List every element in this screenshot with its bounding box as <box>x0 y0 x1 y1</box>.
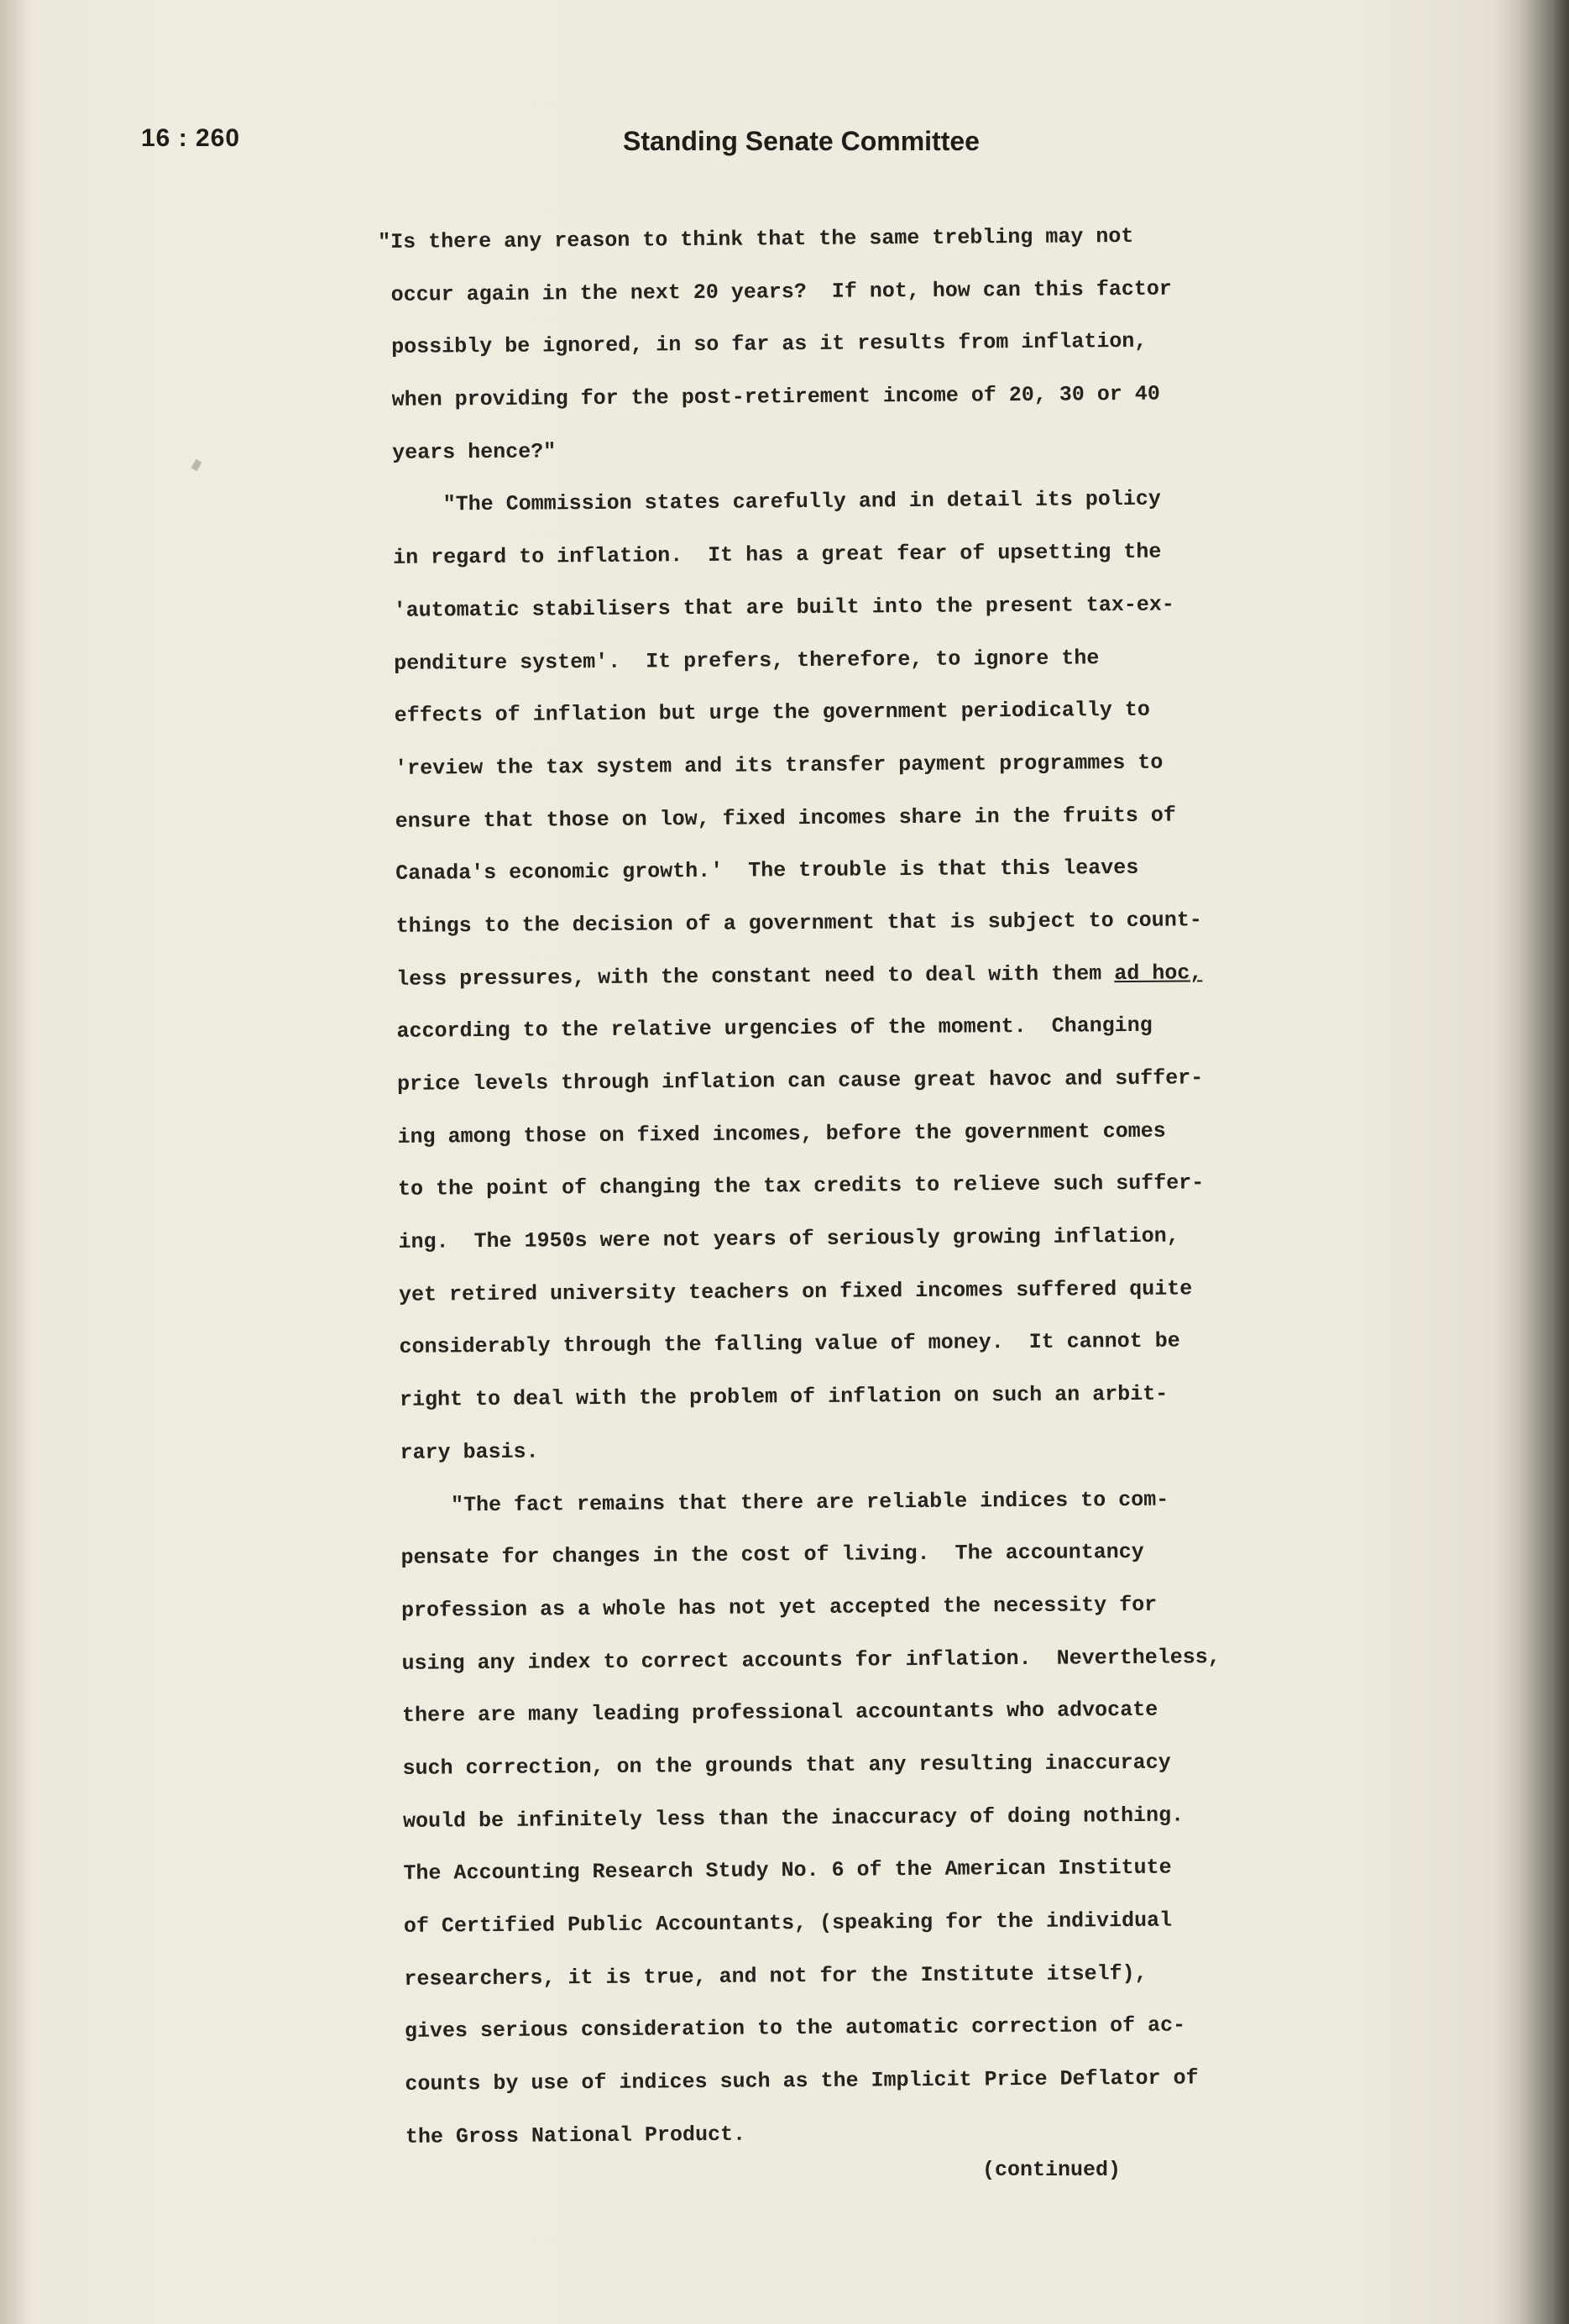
text-line: pensate for changes in the cost of living. The accountancy <box>388 1540 1144 1571</box>
text-line: possibly be ignored, in so far as it results from inflation, <box>379 329 1148 360</box>
text-line: considerably through the falling value of money. It cannot be <box>386 1328 1180 1360</box>
body-text <box>378 210 1283 2164</box>
text-line: less pressures, with the constant need to deal with them <box>384 960 1115 992</box>
text-line: counts by use of indices such as the Implicit Price Deflator of <box>392 2065 1199 2096</box>
text-line: ensure that those on low, fixed incomes share in the fruits of <box>382 803 1176 834</box>
underlined-phrase: ad hoc, <box>1114 960 1203 986</box>
paragraph-2 <box>379 473 1277 1479</box>
text-line: researchers, it is true, and not for the Institute itself), <box>391 1960 1148 1992</box>
text-line: 'automatic stabilisers that are built into the present tax-ex- <box>380 592 1174 623</box>
text-line: ing among those on fixed incomes, before the government comes <box>384 1118 1166 1149</box>
paper-speck <box>191 459 202 471</box>
text-line: in regard to inflation. It has a great fear of upsetting the <box>380 539 1162 571</box>
text-line: there are many leading professional accountants who advocate <box>389 1698 1158 1729</box>
text-line: rary basis. <box>387 1439 539 1465</box>
page-number: 16 : 260 <box>141 124 241 152</box>
paragraph-1 <box>378 210 1269 480</box>
text-line: "The fact remains that there are reliable indices to com- <box>387 1487 1169 1518</box>
text-line: ing. The 1950s were not years of seriously growing inflation, <box>385 1223 1179 1255</box>
page-binding-shadow <box>1519 0 1569 2324</box>
text-line: penditure system'. It prefers, therefore, to ignore the <box>381 645 1100 676</box>
paragraph-3 <box>388 1473 1283 2164</box>
text-line: yet retired university teachers on fixed incomes suffered quite <box>385 1276 1193 1307</box>
text-line: things to the decision of a government that is subject to count- <box>383 908 1202 939</box>
text-line: of Certified Public Accountants, (speaking for the individual <box>390 1908 1173 1939</box>
page-left-edge <box>0 0 24 2324</box>
text-line: The Accounting Research Study No. 6 of the American Institute <box>390 1855 1172 1887</box>
text-line: "Is there any reason to think that the same trebling may not <box>378 223 1134 254</box>
text-line: gives serious consideration to the automatic correction of ac- <box>391 2013 1186 2044</box>
text-line: "The Commission states carefully and in detail its policy <box>379 487 1161 518</box>
text-line: right to deal with the problem of inflation on such an arbit- <box>386 1381 1169 1413</box>
text-line: profession as a whole has not yet accepted the necessity for <box>388 1592 1158 1623</box>
text-line: Canada's economic growth.' The trouble is that this leaves <box>383 856 1139 887</box>
text-line: price levels through inflation can cause great havoc and suffer- <box>384 1065 1204 1097</box>
text-line: to the point of changing the tax credits to relieve such suffer- <box>384 1170 1205 1202</box>
text-line: such correction, on the grounds that any resulting inaccuracy <box>390 1750 1171 1781</box>
running-title: Standing Senate Committee <box>623 126 980 156</box>
text-line: 'review the tax system and its transfer payment programmes to <box>382 750 1164 781</box>
text-line: would be infinitely less than the inaccuracy of doing nothing. <box>390 1803 1185 1834</box>
continued-note: (continued) <box>982 2158 1122 2182</box>
text-line: occur again in the next 20 years? If not, how can this factor <box>378 276 1172 307</box>
text-line: effects of inflation but urge the government periodically to <box>381 697 1150 729</box>
text-line: years hence?" <box>379 439 557 465</box>
text-line-with-underline <box>384 946 1274 1006</box>
text-line: according to the relative urgencies of the moment. Changing <box>384 1013 1153 1044</box>
text-line: when providing for the post-retirement income of 20, 30 or 40 <box>379 381 1160 413</box>
text-line: using any index to correct accounts for inflation. Nevertheless, <box>389 1644 1221 1676</box>
text-line: the Gross National Product. <box>392 2122 746 2149</box>
